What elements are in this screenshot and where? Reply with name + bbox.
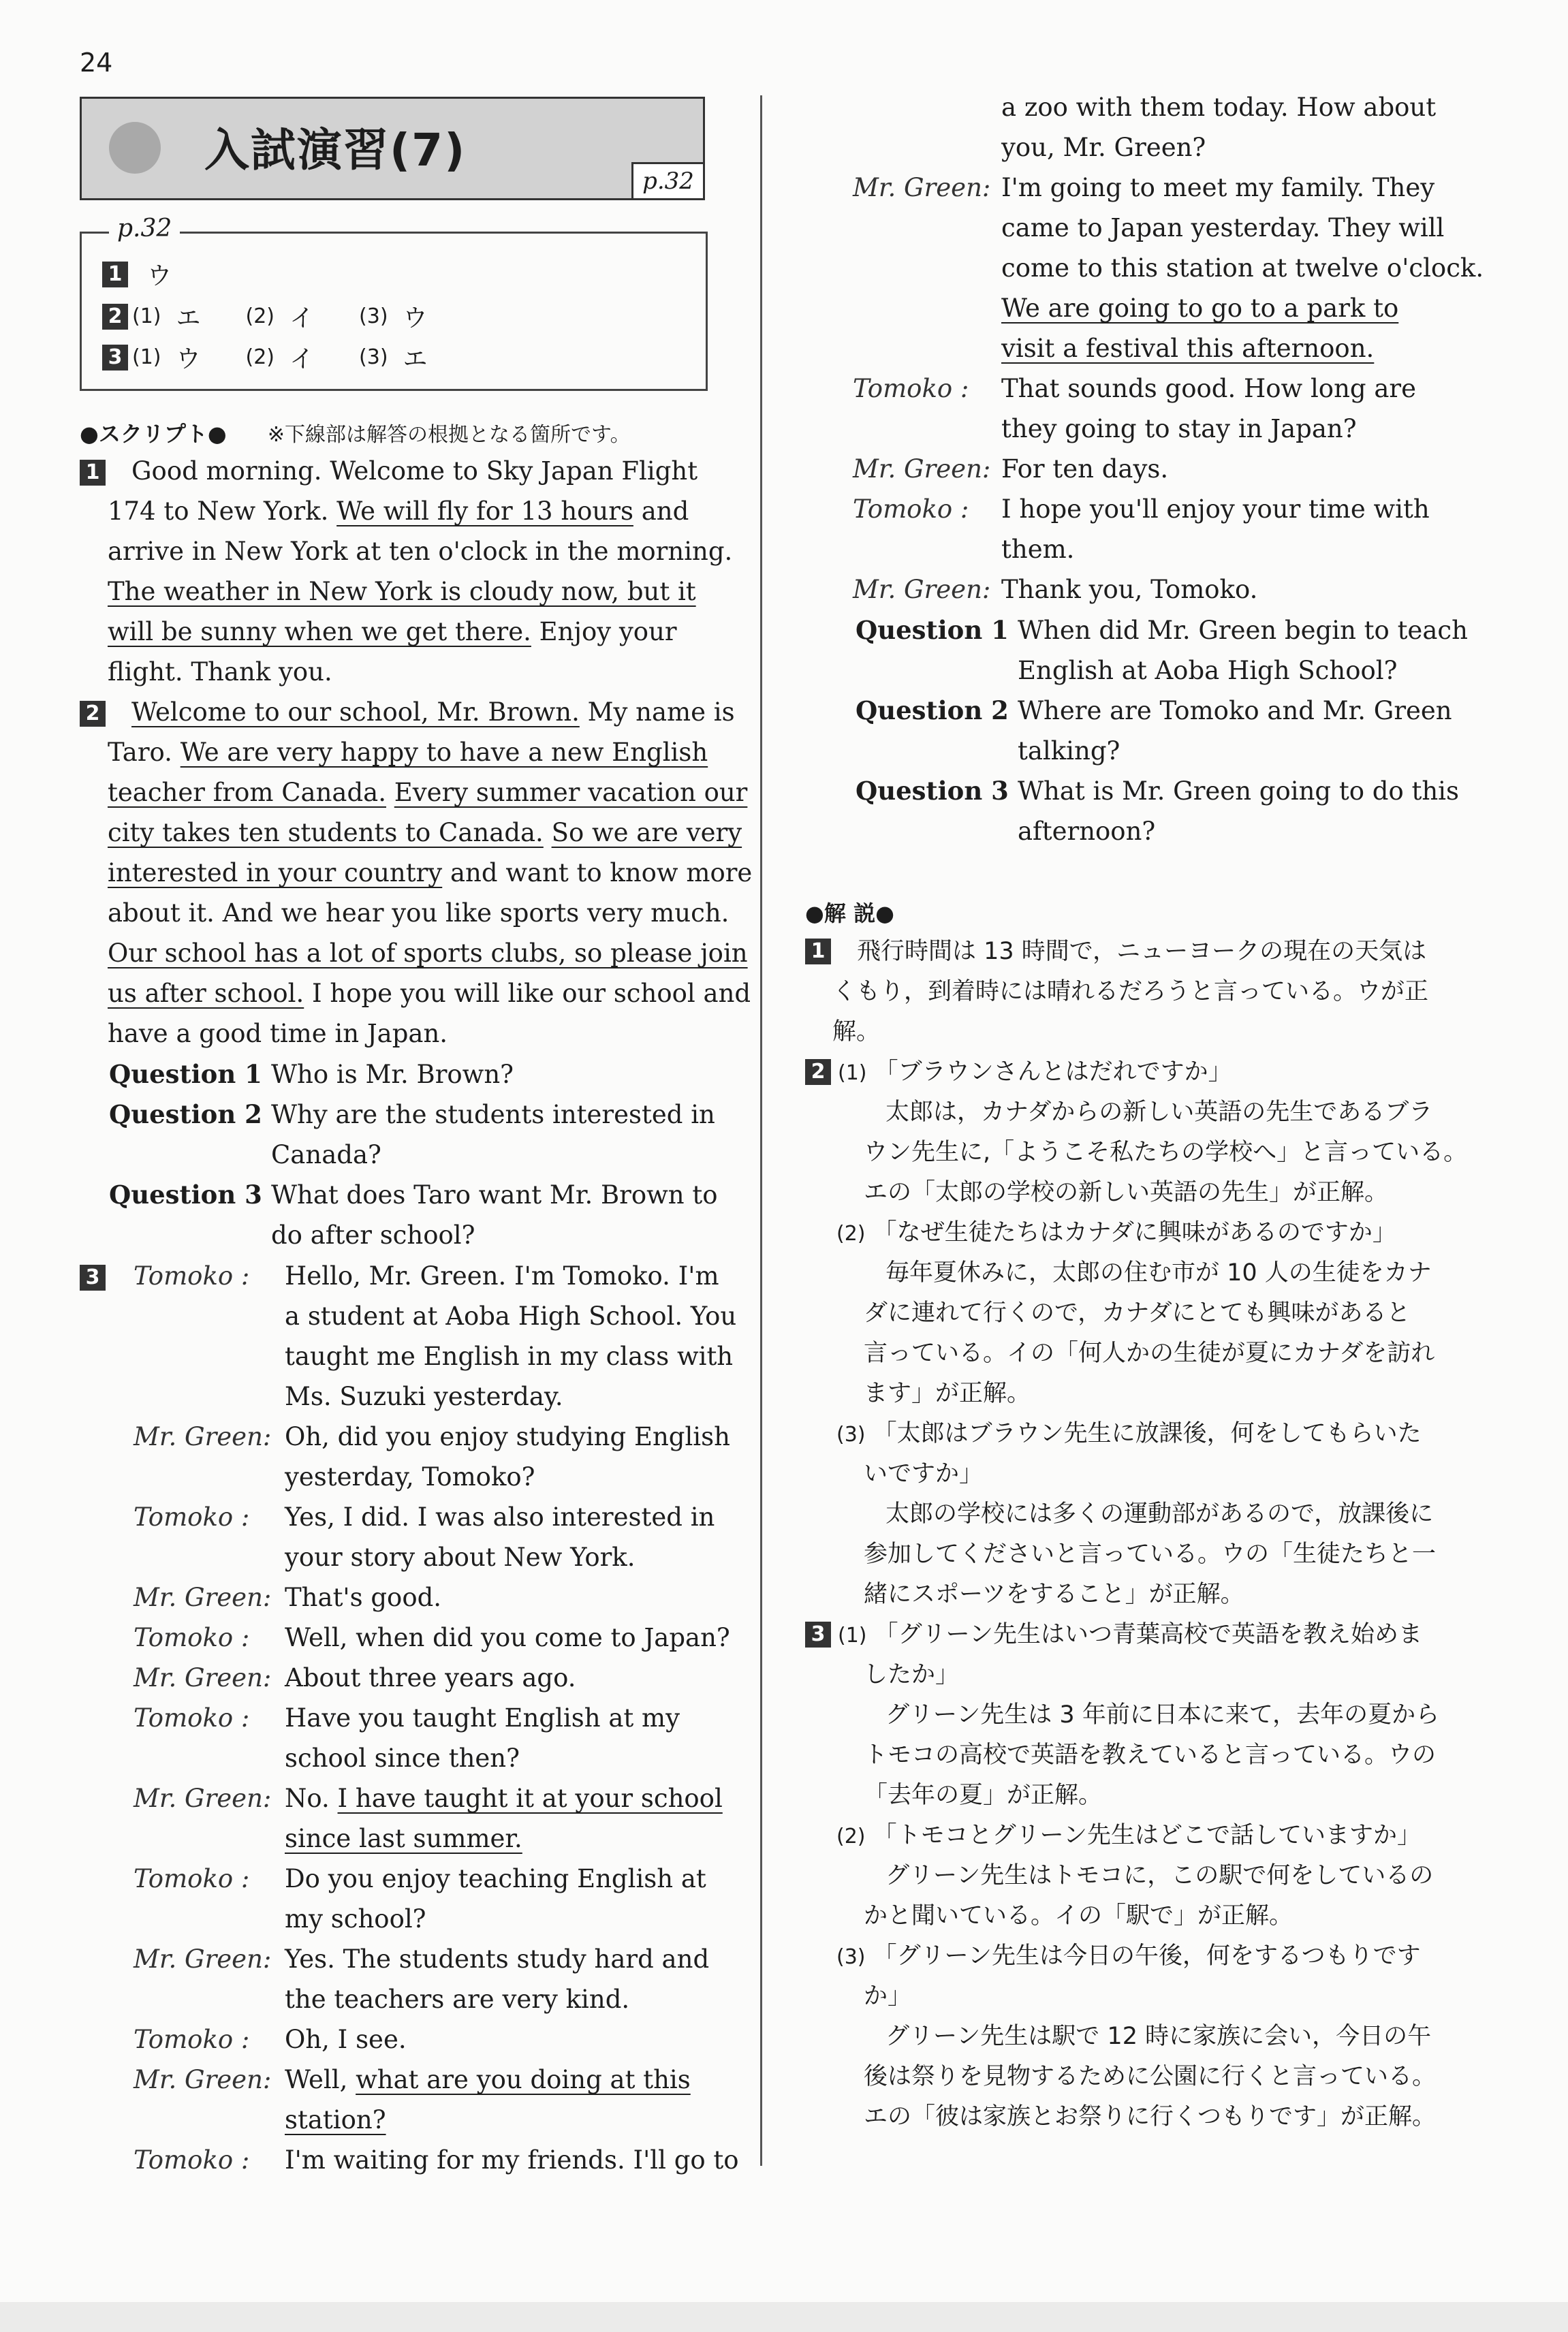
dialogue-line: [1001, 288, 1398, 328]
commentary-line: 飛行時間は 13 時間で，ニューヨークの現在の天気は: [857, 938, 1427, 965]
commentary-question: (2) 「トモコとグリーン先生はどこで話していますか」: [836, 1822, 1421, 1849]
underlined-evidence: interested in your country: [108, 858, 443, 887]
dialogue-line: [285, 2100, 386, 2140]
dialogue-line: school since then?: [285, 1744, 520, 1773]
sub-label: (2): [245, 345, 275, 369]
dialogue-line: you, Mr. Green?: [1001, 133, 1206, 162]
commentary-line: ウン先生に,「ようこそ私たちの学校へ」と言っている。: [864, 1139, 1468, 1166]
dialogue-line: [1001, 328, 1374, 368]
right-column: [763, 0, 1568, 2302]
dialogue-line: Do you enjoy teaching English at: [285, 1864, 706, 1893]
dialogue-line: Yes. The students study hard and: [285, 1944, 710, 1974]
dialogue-line: the teachers are very kind.: [285, 1985, 630, 2014]
dialogue-line: That's good.: [285, 1583, 442, 1612]
underlined-evidence: We are very happy to have a new English: [180, 738, 708, 767]
speaker-tomoko: Tomoko :: [853, 494, 969, 524]
question-text: When did Mr. Green begin to teach: [1018, 616, 1468, 645]
speaker-tomoko: Tomoko :: [853, 374, 969, 403]
question-text: English at Aoba High School?: [1018, 656, 1398, 685]
question-text: afternoon?: [1018, 817, 1156, 846]
commentary-line: くもり，到着時には晴れるだろうと言っている。ウが正: [832, 978, 1429, 1005]
commentary-line: 太郎は，カナダからの新しい英語の先生であるブラ: [885, 1099, 1433, 1126]
commentary-question: (3) 「太郎はブラウン先生に放課後，何をしてもらいた: [836, 1420, 1422, 1447]
question-text: Why are the students interested in: [271, 1100, 715, 1129]
dialogue-line: a zoo with them today. How about: [1001, 93, 1437, 122]
page-bottom-edge: [0, 2302, 1568, 2332]
underlined-evidence: Our school has a lot of sports clubs, so please join: [108, 939, 748, 968]
dialogue-line: my school?: [285, 1904, 426, 1934]
section-1-badge: 1: [80, 460, 106, 486]
dialogue-line: Oh, I see.: [285, 2025, 407, 2054]
answer-value: ウ: [147, 262, 172, 290]
commentary-line: 解。: [832, 1018, 881, 1045]
commentary-line: エの「太郎の学校の新しい英語の先生」が正解。: [864, 1179, 1389, 1206]
answer-box-label: p.32: [109, 215, 180, 242]
left-column: [0, 0, 756, 2302]
dialogue-line: I hope you'll enjoy your time with: [1001, 494, 1430, 524]
sub-label: (3): [359, 345, 388, 369]
underlined-evidence: We will fly for 13 hours: [336, 497, 633, 526]
question-number-badge: 3: [102, 345, 128, 371]
answer-value: エ: [176, 304, 201, 332]
speaker-mr-green: Mr. Green:: [134, 2065, 272, 2094]
script-1-line: 174 to New York. We will fly for 13 hours and: [108, 497, 689, 526]
script-2-line: have a good time in Japan.: [108, 1019, 448, 1048]
question-number-badge: 1: [102, 262, 128, 287]
page-number: 24: [80, 48, 113, 78]
answer-value: イ: [289, 345, 315, 373]
commentary-line: グリーン先生は駅で 12 時に家族に会い，今日の午: [885, 2023, 1432, 2050]
dialogue-line: Thank you, Tomoko.: [1001, 575, 1258, 604]
speaker-mr-green: Mr. Green:: [853, 454, 991, 484]
dialogue-line: For ten days.: [1001, 454, 1169, 484]
commentary-line: エの「彼は家族とお祭りに行くつもりです」が正解。: [864, 2103, 1437, 2130]
dialogue-line: your story about New York.: [285, 1543, 636, 1572]
script-2-line: interested in your country and want to know more: [108, 858, 753, 887]
script-2-line: us after school. I hope you will like our school and: [108, 979, 751, 1008]
underlined-evidence: The weather in New York is cloudy now, but it: [108, 577, 696, 606]
dialogue-line: Well, when did you come to Japan?: [285, 1623, 730, 1652]
section-3-badge: 3: [80, 1265, 106, 1291]
question-label: Question 1: [109, 1059, 262, 1089]
dialogue-line: they going to stay in Japan?: [1001, 414, 1357, 443]
script-2-line: about it. And we hear you like sports very much.: [108, 898, 730, 928]
commentary-question: (1) 「ブラウンさんとはだれですか」: [838, 1058, 1232, 1086]
dialogue-line: That sounds good. How long are: [1001, 374, 1417, 403]
commentary-line: グリーン先生は 3 年前に日本に来て，去年の夏から: [885, 1701, 1440, 1729]
dialogue-line: Oh, did you enjoy studying English: [285, 1422, 730, 1451]
speaker-mr-green: Mr. Green:: [134, 1663, 272, 1692]
commentary-line: 言っている。イの「何人かの生徒が夏にカナダを訪れ: [864, 1340, 1435, 1367]
dialogue-line: Have you taught English at my: [285, 1703, 680, 1733]
commentary-line: 毎年夏休みに，太郎の住む市が 10 人の生徒をカナ: [885, 1259, 1432, 1287]
page-title: 入試演習(7): [204, 124, 467, 176]
dialogue-line: No. I have taught it at your school: [285, 1784, 723, 1813]
question-number-badge: 2: [102, 304, 128, 330]
commentary-question: (2) 「なぜ生徒たちはカナダに興味があるのですか」: [836, 1219, 1396, 1246]
question-text: Canada?: [271, 1140, 381, 1169]
underlined-evidence: visit a festival this afternoon.: [1001, 334, 1375, 363]
underlined-evidence: teacher from Canada.: [108, 778, 386, 807]
dialogue-line: Yes, I did. I was also interested in: [285, 1502, 715, 1532]
underlined-evidence: I have taught it at your school: [337, 1784, 723, 1813]
underlined-evidence: what are you doing at this: [356, 2065, 691, 2094]
sub-label: (1): [132, 304, 161, 328]
underlined-evidence: So we are very: [551, 818, 742, 847]
speaker-mr-green: Mr. Green:: [134, 1944, 272, 1974]
underlined-evidence: station?: [285, 2105, 386, 2134]
dialogue-line: Ms. Suzuki yesterday.: [285, 1382, 563, 1411]
commentary-line: 太郎の学校には多くの運動部があるので，放課後に: [885, 1500, 1434, 1528]
dialogue-line: come to this station at twelve o'clock.: [1001, 253, 1484, 283]
commentary-line: グリーン先生はトモコに，この駅で何をしているの: [885, 1862, 1434, 1889]
commentary-line: 後は祭りを見物するために公園に行くと言っている。: [864, 2063, 1437, 2090]
dialogue-line: About three years ago.: [285, 1663, 576, 1692]
question-text: Where are Tomoko and Mr. Green: [1018, 696, 1452, 725]
underlined-evidence: Welcome to our school, Mr. Brown.: [131, 697, 580, 727]
question-text: do after school?: [271, 1220, 475, 1250]
commentary-question: したか」: [864, 1661, 960, 1688]
commentary-question: (1) 「グリーン先生はいつ青葉高校で英語を教え始めま: [838, 1621, 1422, 1648]
commentary-line: ます」が正解。: [864, 1380, 1031, 1407]
answer-value: ウ: [403, 304, 428, 332]
underlined-evidence: Every summer vacation our: [394, 778, 748, 807]
question-label: Question 1: [856, 615, 1009, 645]
question-label: Question 3: [109, 1180, 262, 1210]
answer-value: イ: [289, 304, 315, 332]
script-title: ●スクリプト●: [80, 421, 227, 447]
speaker-mr-green: Mr. Green:: [134, 1784, 272, 1813]
script-2-line: Taro. We are very happy to have a new English: [108, 738, 708, 767]
speaker-tomoko: Tomoko :: [134, 1864, 250, 1893]
script-1-line: flight. Thank you.: [108, 657, 332, 687]
commentary-1-badge: 1: [805, 939, 831, 964]
script-2-line: Welcome to our school, Mr. Brown. My name is: [131, 697, 735, 727]
commentary-2-badge: 2: [805, 1059, 831, 1085]
script-note: ※下線部は解答の根拠となる箇所です。: [267, 423, 631, 447]
dialogue-line: Hello, Mr. Green. I'm Tomoko. I'm: [285, 1261, 719, 1291]
script-2-line: [108, 933, 748, 973]
dialogue-line: yesterday, Tomoko?: [285, 1462, 535, 1492]
commentary-line: 緒にスポーツをすること」が正解。: [864, 1581, 1244, 1608]
question-text: Who is Mr. Brown?: [271, 1060, 514, 1089]
question-text: talking?: [1018, 736, 1120, 766]
script-2-line: [108, 813, 742, 853]
dialogue-line: came to Japan yesterday. They will: [1001, 213, 1445, 242]
speaker-mr-green: Mr. Green:: [853, 173, 991, 202]
commentary-line: 参加してくださいと言っている。ウの「生徒たちと一: [864, 1541, 1437, 1568]
title-page-ref: p.32: [631, 162, 705, 200]
commentary-header: ●解 説●: [805, 900, 894, 926]
underlined-evidence: will be sunny when we get there.: [108, 617, 531, 646]
question-label: Question 2: [856, 695, 1009, 725]
underlined-evidence: us after school.: [108, 979, 304, 1008]
speaker-mr-green: Mr. Green:: [853, 575, 991, 604]
sub-label: (2): [245, 304, 275, 328]
dialogue-line: [285, 1818, 522, 1859]
speaker-tomoko: Tomoko :: [134, 1502, 250, 1532]
speaker-tomoko: Tomoko :: [134, 1261, 250, 1291]
dialogue-line: taught me English in my class with: [285, 1342, 734, 1371]
underlined-evidence: city takes ten students to Canada.: [108, 818, 544, 847]
commentary-question: (3) 「グリーン先生は今日の午後，何をするつもりです: [836, 1942, 1421, 1970]
question-text: What does Taro want Mr. Brown to: [271, 1180, 718, 1210]
underlined-evidence: since last summer.: [285, 1824, 522, 1853]
question-text: What is Mr. Green going to do this: [1018, 776, 1460, 806]
dialogue-line: I'm going to meet my family. They: [1001, 173, 1435, 202]
dialogue-line: I'm waiting for my friends. I'll go to: [285, 2145, 739, 2175]
speaker-tomoko: Tomoko :: [134, 2145, 250, 2175]
dialogue-line: Well, what are you doing at this: [285, 2065, 691, 2094]
sub-label: (3): [359, 304, 388, 328]
question-label: Question 2: [109, 1099, 262, 1129]
answer-value: エ: [403, 345, 428, 373]
speaker-tomoko: Tomoko :: [134, 2025, 250, 2054]
dialogue-line: them.: [1001, 535, 1075, 564]
script-1-line: Good morning. Welcome to Sky Japan Flight: [131, 456, 698, 486]
commentary-line: 「去年の夏」が正解。: [864, 1782, 1103, 1809]
commentary-3-badge: 3: [805, 1622, 831, 1648]
commentary-line: ダに連れて行くので，カナダにとても興味があると: [864, 1299, 1411, 1327]
underlined-evidence: We are going to go to a park to: [1001, 294, 1399, 323]
script-2-line: [108, 772, 747, 813]
speaker-tomoko: Tomoko :: [134, 1703, 250, 1733]
script-1-line: arrive in New York at ten o'clock in the morning.: [108, 537, 733, 566]
script-1-line: [108, 571, 696, 612]
section-2-badge: 2: [80, 701, 106, 727]
speaker-mr-green: Mr. Green:: [134, 1422, 272, 1451]
speaker-tomoko: Tomoko :: [134, 1623, 250, 1652]
commentary-line: トモコの高校で英語を教えていると言っている。ウの: [864, 1742, 1437, 1769]
script-1-line: will be sunny when we get there. Enjoy your: [108, 617, 677, 646]
commentary-line: かと聞いている。イの「駅で」が正解。: [864, 1902, 1293, 1929]
column-divider: [760, 95, 762, 2166]
sub-label: (1): [132, 345, 161, 369]
answer-value: ウ: [176, 345, 201, 373]
question-label: Question 3: [856, 776, 1009, 806]
dialogue-line: a student at Aoba High School. You: [285, 1302, 737, 1331]
speaker-mr-green: Mr. Green:: [134, 1583, 272, 1612]
commentary-question: いですか」: [864, 1460, 984, 1487]
commentary-question: か」: [864, 1983, 912, 2010]
